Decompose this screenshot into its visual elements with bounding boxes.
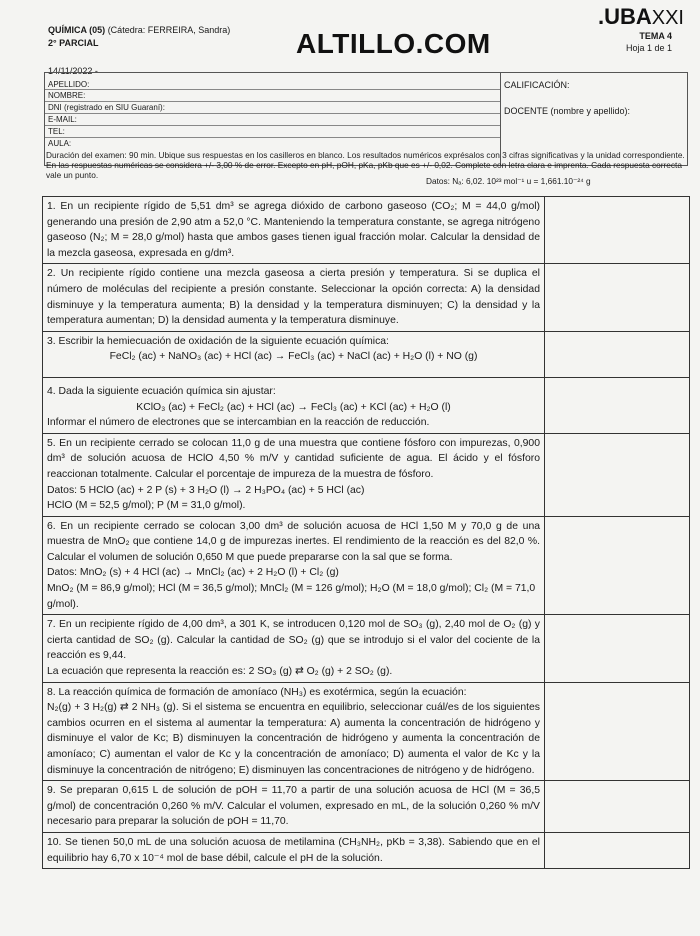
- answer-box-10[interactable]: [545, 833, 689, 868]
- question-5-data-1: Datos: 5 HClO (ac) + 2 P (s) + 3 H₂O (l) → 2 H₃PO₄ (ac) + 5 HCl (ac): [47, 484, 365, 496]
- brand-watermark: ALTILLO.COM: [296, 28, 491, 59]
- question-9: [43, 781, 689, 833]
- answer-box-6[interactable]: [545, 517, 689, 615]
- question-4-text: 4. Dada la siguiente ecuación química sin ajustar:: [47, 385, 276, 397]
- answer-box-7[interactable]: [545, 615, 689, 681]
- question-8: [43, 683, 689, 782]
- question-6-data-2: MnO₂ (M = 86,9 g/mol); HCl (M = 36,5 g/mol); MnCl₂ (M = 126 g/mol); H₂O (M = 18,0 g/mol); Cl₂ (M = 71,0 g/mol).: [47, 583, 536, 610]
- question-3-text: 3. Escribir la hemiecuación de oxidación de la siguiente ecuación química:: [47, 335, 389, 347]
- calificacion-label: CALIFICACIÓN:: [504, 80, 570, 90]
- question-1-text: 1. En un recipiente rígido de 5,51 dm³ se agrega dióxido de carbono gaseoso (CO₂; M = 44,0 g/mol) generando una presión de 2,90 atm a 52,0 °C. Manteniendo la temperatura constante, se agrega nitrógeno gaseoso (N₂; M = 28,0 g/mol) hasta que ambos gases tienen igual fracción molar. Calcular la densidad de la mezcla gaseosa, expresada en g/dm³.: [47, 201, 540, 259]
- id-field-email[interactable]: E-MAIL:: [45, 114, 500, 126]
- questions-table: [42, 196, 690, 869]
- question-7-equation: La ecuación que representa la reacción es: 2 SO₃ (g) ⇄ O₂ (g) + 2 SO₂ (g).: [47, 666, 393, 678]
- uba-logo: [598, 4, 684, 30]
- question-4-ask: Informar el número de electrones que se intercambian en la reacción de reducción.: [47, 417, 430, 429]
- answer-box-2[interactable]: [545, 264, 689, 330]
- question-3-equation: FeCl₂ (ac) + NaNO₃ (ac) + HCl (ac) → FeCl₃ (ac) + NaCl (ac) + H₂O (l) + NO (g): [109, 351, 478, 363]
- question-5: [43, 434, 689, 517]
- question-1: [43, 197, 689, 264]
- id-field-nombre[interactable]: NOMBRE:: [45, 90, 500, 102]
- question-4: [43, 378, 689, 434]
- answer-box-8[interactable]: [545, 683, 689, 781]
- instructions: Duración del examen: 90 min. Ubique sus respuestas en los casilleros en blanco. Los resultados numéricos exprésalos con 3 cifras significativas y la unidad correspondiente. En las respuestas numéricas se considera +/- 3,00 % de error. Excepto en pH, pOH, pKa, pKb que es +/- 0,02. Complete con letra clara e imprenta. Cada respuesta correcta vale un punto.: [46, 150, 685, 180]
- logo-sub: XXI: [651, 7, 684, 29]
- question-7: [43, 615, 689, 682]
- question-8-text: 8. La reacción química de formación de amoníaco (NH₃) es exotérmica, según la ecuación:: [47, 686, 467, 698]
- id-field-dni[interactable]: DNI (registrado en SIU Guaraní):: [45, 102, 500, 114]
- constants-data: Datos: Nₐ: 6,02. 10²³ mol⁻¹ u = 1,661.10⁻²⁴ g: [426, 176, 591, 186]
- question-5-text: 5. En un recipiente cerrado se colocan 11,0 g de una muestra que contiene fósforo con impurezas, 0,900 dm³ de solución acuosa de HClO 4,50 % m/V y cantidad suficiente de agua. El ácido y el fósforo reaccionan totalmente. Calcular el porcentaje de impureza de la muestra de fósforo.: [47, 437, 540, 480]
- id-field-tel[interactable]: TEL:: [45, 126, 500, 138]
- course-header: [48, 24, 230, 50]
- question-2: [43, 264, 689, 331]
- question-3: [43, 332, 689, 378]
- question-8-options: N₂(g) + 3 H₂(g) ⇄ 2 NH₃ (g). Si el sistema se encuentra en equilibrio, seleccionar cuál/es de los siguientes cambios ocurren en el sistema al aumentar la temperatura: A) aumenta la concentración de hidrógeno y disminuye el valor de Kc; B) disminuyen la concentración de hidrógeno y aumenta la concentración de amoníaco; C) aumentan el valor de Kc y la concentración de amoníaco; D) aumenta el valor de Kc y la disminuye la concentración de nitrógeno; E) disminuyen las concentraciones de nitrógeno y de hidrógeno.: [47, 702, 540, 776]
- exam-name: 2° PARCIAL: [48, 38, 99, 48]
- answer-box-3[interactable]: [545, 332, 689, 377]
- course-name: QUÍMICA (05): [48, 25, 106, 35]
- id-field-apellido[interactable]: APELLIDO:: [45, 73, 500, 90]
- tema-label: TEMA 4: [639, 31, 672, 41]
- id-field-aula[interactable]: AULA:: [48, 139, 72, 148]
- question-10-text: 10. Se tienen 50,0 mL de una solución acuosa de metilamina (CH₃NH₂, pKb = 3,38). Sabiendo que en el equilibrio hay 6,70 x 10⁻⁴ mol de base débil, calcule el pH de la solución.: [47, 836, 540, 864]
- question-10: [43, 833, 689, 868]
- question-6: [43, 517, 689, 616]
- answer-box-9[interactable]: [545, 781, 689, 832]
- question-9-text: 9. Se preparan 0,615 L de solución de pOH = 11,70 a partir de una solución acuosa de HCl (M = 36,5 g/mol) de concentración 0,260 % m/V. Calcular el volumen, expresado en mL, de la solución 0,260 % m/V necesario para preparar la solución de pOH = 11,70.: [47, 785, 540, 828]
- answer-box-4[interactable]: [545, 378, 689, 433]
- logo-main: .UBA: [597, 4, 652, 29]
- exam-date: 14/11/2022 -: [48, 66, 98, 76]
- answer-box-1[interactable]: [545, 197, 689, 263]
- question-6-data-1: Datos: MnO₂ (s) + 4 HCl (ac) → MnCl₂ (ac) + 2 H₂O (l) + Cl₂ (g): [47, 567, 339, 579]
- question-5-data-2: HClO (M = 52,5 g/mol); P (M = 31,0 g/mol).: [47, 500, 246, 512]
- question-6-text: 6. En un recipiente cerrado se colocan 3,00 dm³ de solución acuosa de HCl 1,50 M y 70,0 g de una muestra de MnO₂ que contiene 14,0 g de impurezas inertes. El rendimiento de la reacción es del 82,0 %. Calcular el volumen de solución 0,650 M que puede prepararse con la sal que se forma.: [47, 520, 540, 563]
- tema-block: [626, 30, 672, 54]
- answer-box-5[interactable]: [545, 434, 689, 516]
- question-7-text: 7. En un recipiente rígido de 4,00 dm³, a 301 K, se introducen 0,120 mol de SO₃ (g), 2,40 mol de O₂ (g) y cierta cantidad de SO₂ (g). Calcular la cantidad de SO₂ (g) que se introdujo si el valor del cociente de la reacción es 9,44.: [47, 619, 540, 662]
- question-2-text: 2. Un recipiente rígido contiene una mezcla gaseosa a cierta presión y temperatura. Si se duplica el número de moléculas del recipiente a presión constante. Seleccionar la opción correcta: A) la densidad disminuye y la temperatura aumenta; B) la densidad y la temperatura disminuyen; C) la densidad y la temperatura aumentan; D) la densidad aumenta y la temperatura disminuye.: [47, 268, 540, 327]
- chair: (Cátedra: FERREIRA, Sandra): [107, 25, 231, 35]
- question-4-equation: KClO₃ (ac) + FeCl₂ (ac) + HCl (ac) → FeCl₃ (ac) + KCl (ac) + H₂O (l): [136, 401, 451, 413]
- docente-label: DOCENTE (nombre y apellido):: [504, 106, 631, 116]
- page-number: Hoja 1 de 1: [625, 43, 672, 53]
